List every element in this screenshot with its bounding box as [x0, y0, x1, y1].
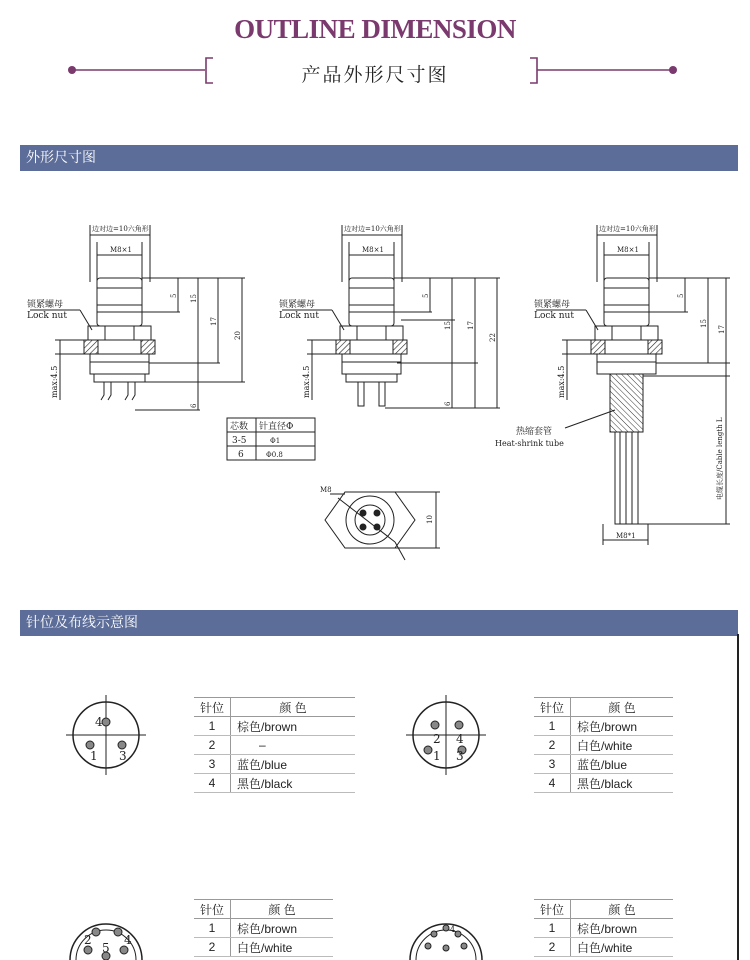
- max-dim-right: max:4.5: [557, 365, 566, 398]
- pin-table-row1-dia: Φ1: [270, 437, 281, 445]
- dim-left-6: 6: [190, 403, 198, 408]
- table-cell: 2: [534, 736, 571, 755]
- table-header-color: 颜 色: [571, 900, 674, 919]
- table-cell: 3: [194, 755, 231, 774]
- face-a-pin-1: 1: [90, 749, 98, 763]
- face-a-pin-3: 3: [119, 749, 127, 763]
- pin-table-row2-cores: 6: [238, 450, 244, 460]
- front-thread-label: M8: [320, 486, 332, 494]
- thread-label-right: M8×1: [617, 246, 639, 254]
- face-c-pin-2: 2: [84, 933, 92, 947]
- table-cell: 蓝色/blue: [571, 755, 674, 774]
- table-cell: 1: [194, 919, 231, 938]
- table-cell: 棕色/brown: [571, 919, 674, 938]
- table-cell: 4: [194, 774, 231, 793]
- pin-table-header-cores: 芯数: [230, 422, 249, 432]
- table-cell: 蓝色/blue: [231, 755, 356, 774]
- front-dim-10: 10: [426, 515, 434, 524]
- dim-left-17: 17: [210, 317, 218, 326]
- section-header-pinout: 针位及布线示意图: [20, 610, 738, 636]
- heat-shrink-en: Heat-shrink tube: [495, 439, 564, 448]
- table-cell: 白色/white: [231, 938, 334, 957]
- table-cell: 黑色/black: [231, 774, 356, 793]
- lock-nut-en-left: Lock nut: [27, 311, 67, 321]
- dim-left-5: 5: [170, 293, 178, 298]
- table-cell: 棕色/brown: [231, 717, 356, 736]
- lock-nut-cn-left: 锁紧螺母: [27, 300, 64, 310]
- thread-label-bottom: M8*1: [616, 532, 636, 540]
- pin-table-header-diameter: 针直径Φ: [259, 422, 294, 432]
- table-cell: 1: [534, 919, 571, 938]
- page-subtitle: 产品外形尺寸图: [301, 64, 449, 86]
- table-cell: 3: [534, 755, 571, 774]
- table-header-color: 颜 色: [571, 698, 674, 717]
- face-b-pin-1: 1: [433, 749, 441, 763]
- table-cell: 白色/white: [571, 938, 674, 957]
- pin-table-row1-cores: 3-5: [232, 436, 247, 446]
- table-cell: 黑色/black: [571, 774, 674, 793]
- dim-left-15: 15: [190, 294, 198, 303]
- section-header-outline: 外形尺寸图: [20, 145, 738, 171]
- table-header-color: 颜 色: [231, 900, 334, 919]
- dim-right-15: 15: [700, 319, 708, 328]
- table-header-pin: 针位: [534, 698, 571, 717]
- pin-face-4pin-b: [406, 695, 486, 775]
- face-c-pin-4: 4: [124, 933, 132, 947]
- lock-nut-en-right: Lock nut: [534, 311, 574, 321]
- face-b-pin-3: 3: [456, 749, 464, 763]
- table-header-pin: 针位: [534, 900, 571, 919]
- table-cell: 2: [534, 938, 571, 957]
- max-dim-left: max:4.5: [50, 365, 59, 398]
- thread-label-mid: M8×1: [362, 246, 384, 254]
- face-b-pin-4: 4: [456, 732, 464, 746]
- table-cell: 2: [194, 736, 231, 755]
- thread-label-left: M8×1: [110, 246, 132, 254]
- dim-mid-15: 15: [444, 321, 452, 330]
- table-cell: –: [231, 736, 356, 755]
- dim-mid-6: 6: [444, 401, 452, 406]
- dim-mid-22: 22: [489, 333, 497, 342]
- table-cell: 4: [534, 774, 571, 793]
- table-cell: 2: [194, 938, 231, 957]
- face-c-pin-5: 5: [102, 941, 110, 955]
- pin-face-8pin: [410, 924, 482, 960]
- lock-nut-en-mid: Lock nut: [279, 311, 319, 321]
- lock-nut-cn-right: 锁紧螺母: [534, 300, 571, 310]
- heat-shrink-cn: 热缩套管: [516, 427, 553, 437]
- face-a-pin-4: 4: [95, 715, 103, 729]
- table-cell: 棕色/brown: [231, 919, 334, 938]
- table-header-pin: 针位: [194, 900, 231, 919]
- hex-note-left: 边对边=10六角形: [92, 225, 149, 233]
- pin-table-row2-dia: Φ0.8: [266, 451, 283, 459]
- pinout-table-1: [194, 697, 355, 793]
- table-header-color: 颜 色: [231, 698, 356, 717]
- table-cell: 白色/white: [571, 736, 674, 755]
- table-cell: 棕色/brown: [571, 717, 674, 736]
- table-header-pin: 针位: [194, 698, 231, 717]
- dim-left-20: 20: [234, 331, 242, 340]
- dim-mid-17: 17: [467, 321, 475, 330]
- table-cell: 1: [534, 717, 571, 736]
- table-cell: 1: [194, 717, 231, 736]
- cable-length-label: 电缆长度/Cable length L: [716, 417, 724, 500]
- pinout-table-2: [534, 697, 673, 793]
- max-dim-mid: max:4.5: [302, 365, 311, 398]
- pin-face-4pin-a: [66, 695, 146, 775]
- pinout-table-3: [194, 899, 333, 957]
- dim-mid-5: 5: [422, 293, 430, 298]
- outline-drawings: [0, 200, 750, 575]
- page-title: OUTLINE DIMENSION: [234, 14, 516, 44]
- front-view-drawing: [325, 492, 440, 560]
- pin-face-5pin: [70, 924, 142, 960]
- hex-note-right: 边对边=10六角形: [599, 225, 656, 233]
- face-b-pin-2: 2: [433, 732, 441, 746]
- lock-nut-cn-mid: 锁紧螺母: [279, 300, 316, 310]
- face-d-pin-4: 4: [450, 925, 456, 934]
- pinout-table-4: [534, 899, 673, 957]
- dim-right-17: 17: [718, 325, 726, 334]
- hex-note-mid: 边对边=10六角形: [344, 225, 401, 233]
- dim-right-5: 5: [677, 293, 685, 298]
